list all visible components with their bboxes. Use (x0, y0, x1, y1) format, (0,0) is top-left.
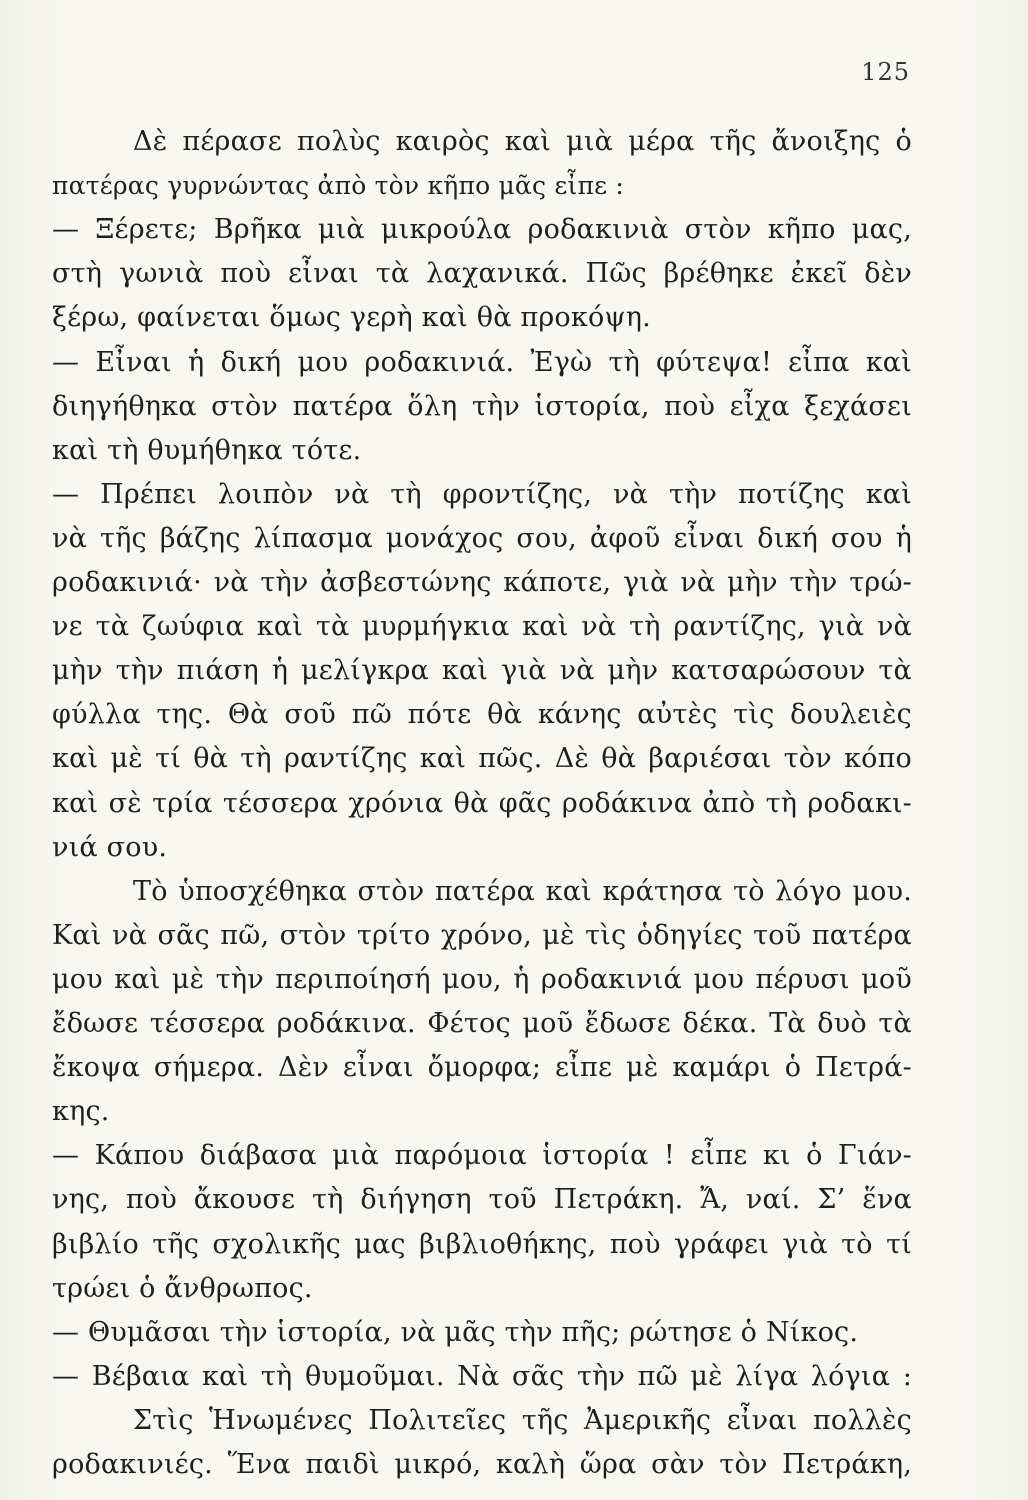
text-line: — Εἶναι ἡ δική μου ροδακινιά. Ἐγὼ τὴ φύτεψα! εἶπα καὶ (52, 347, 912, 378)
text-line: νὰ τῆς βάζης λίπασμα μονάχος σου, ἀφοῦ εἶναι δική σου ἡ (52, 523, 912, 554)
text-line: — Κάπου διάβασα μιὰ παρόμοια ἱστορία ! εἶπε κι ὁ Γιάν- (52, 1140, 912, 1171)
text-line: Τὸ ὑποσχέθηκα στὸν πατέρα καὶ κράτησα τὸ λόγο μου. (133, 876, 912, 907)
text-line: ξέρω, φαίνεται ὅμως γερὴ καὶ θὰ προκόψη. (52, 302, 651, 333)
text-line: — Ξέρετε; Βρῆκα μιὰ μικρούλα ροδακινιὰ στὸν κῆπο μας, (52, 214, 912, 245)
text-line: κης. (52, 1096, 110, 1127)
text-line: βιβλίο τῆς σχολικῆς μας βιβλιοθήκης, ποὺ γράφει γιὰ τὸ τί (52, 1229, 912, 1260)
text-line: καὶ σὲ τρία τέσσερα χρόνια θὰ φᾶς ροδάκινα ἀπὸ τὴ ροδακι- (52, 788, 912, 819)
text-line: ἔκοψα σήμερα. Δὲν εἶναι ὄμορφα; εἶπε μὲ καμάρι ὁ Πετρά- (52, 1052, 912, 1083)
text-line: νε τὰ ζωύφια καὶ τὰ μυρμήγκια καὶ νὰ τὴ ραντίζης, γιὰ νὰ (52, 611, 912, 642)
text-line: — Πρέπει λοιπὸν νὰ τὴ φροντίζης, νὰ τὴν ποτίζης καὶ (52, 479, 912, 510)
text-line: ροδακινιές. Ἕνα παιδὶ μικρό, καλὴ ὥρα σὰν τὸν Πετράκη, (52, 1449, 912, 1480)
text-line: νιά σου. (52, 832, 168, 863)
text-line: Στὶς Ἡνωμένες Πολιτεῖες τῆς Ἀμερικῆς εἶναι πολλὲς (133, 1405, 912, 1436)
text-line: ροδακινιά· νὰ τὴν ἀσβεστώνης κάποτε, γιὰ νὰ μὴν τὴν τρώ- (52, 567, 912, 598)
text-line: μὴν τὴν πιάση ἡ μελίγκρα καὶ γιὰ νὰ μὴν κατσαρώσουν τὰ (52, 655, 912, 686)
text-line: νης, ποὺ ἄκουσε τὴ διήγηση τοῦ Πετράκη. Ἄ, ναί. Σ’ ἕνα (52, 1184, 912, 1215)
text-line: Δὲ πέρασε πολὺς καιρὸς καὶ μιὰ μέρα τῆς ἄνοιξης ὁ (133, 126, 912, 157)
text-line: καὶ τὴ θυμήθηκα τότε. (52, 435, 362, 466)
text-line: φύλλα της. Θὰ σοῦ πῶ πότε θὰ κάνης αὐτὲς τὶς δουλειὲς (52, 699, 912, 730)
text-line: — Βέβαια καὶ τὴ θυμοῦμαι. Νὰ σᾶς τὴν πῶ μὲ λίγα λόγια : (52, 1361, 912, 1392)
text-line: μου καὶ μὲ τὴν περιποίησή μου, ἡ ροδακινιά μου πέρυσι μοῦ (52, 964, 912, 995)
text-line: — Θυμᾶσαι τὴν ἱστορία, νὰ μᾶς τὴν πῆς; ρώτησε ὁ Νίκος. (52, 1317, 859, 1348)
text-line: στὴ γωνιὰ ποὺ εἶναι τὰ λαχανικά. Πῶς βρέθηκε ἐκεῖ δὲν (52, 258, 912, 289)
text-line: τρώει ὁ ἄνθρωπος. (52, 1273, 313, 1304)
text-line: Καὶ νὰ σᾶς πῶ, στὸν τρίτο χρόνο, μὲ τὶς ὁδηγίες τοῦ πατέρα (52, 920, 912, 951)
text-line: διηγήθηκα στὸν πατέρα ὅλη τὴν ἱστορία, ποὺ εἶχα ξεχάσει (52, 391, 912, 422)
text-line: πατέρας γυρνώντας ἀπὸ τὸν κῆπο μᾶς εἶπε : (52, 171, 625, 200)
text-line: ἔδωσε τέσσερα ροδάκινα. Φέτος μοῦ ἔδωσε δέκα. Τὰ δυὸ τὰ (52, 1008, 912, 1039)
page-number: 125 (861, 58, 910, 86)
text-line: καὶ μὲ τί θὰ τὴ ραντίζης καὶ πῶς. Δὲ θὰ βαριέσαι τὸν κόπο (52, 743, 912, 774)
